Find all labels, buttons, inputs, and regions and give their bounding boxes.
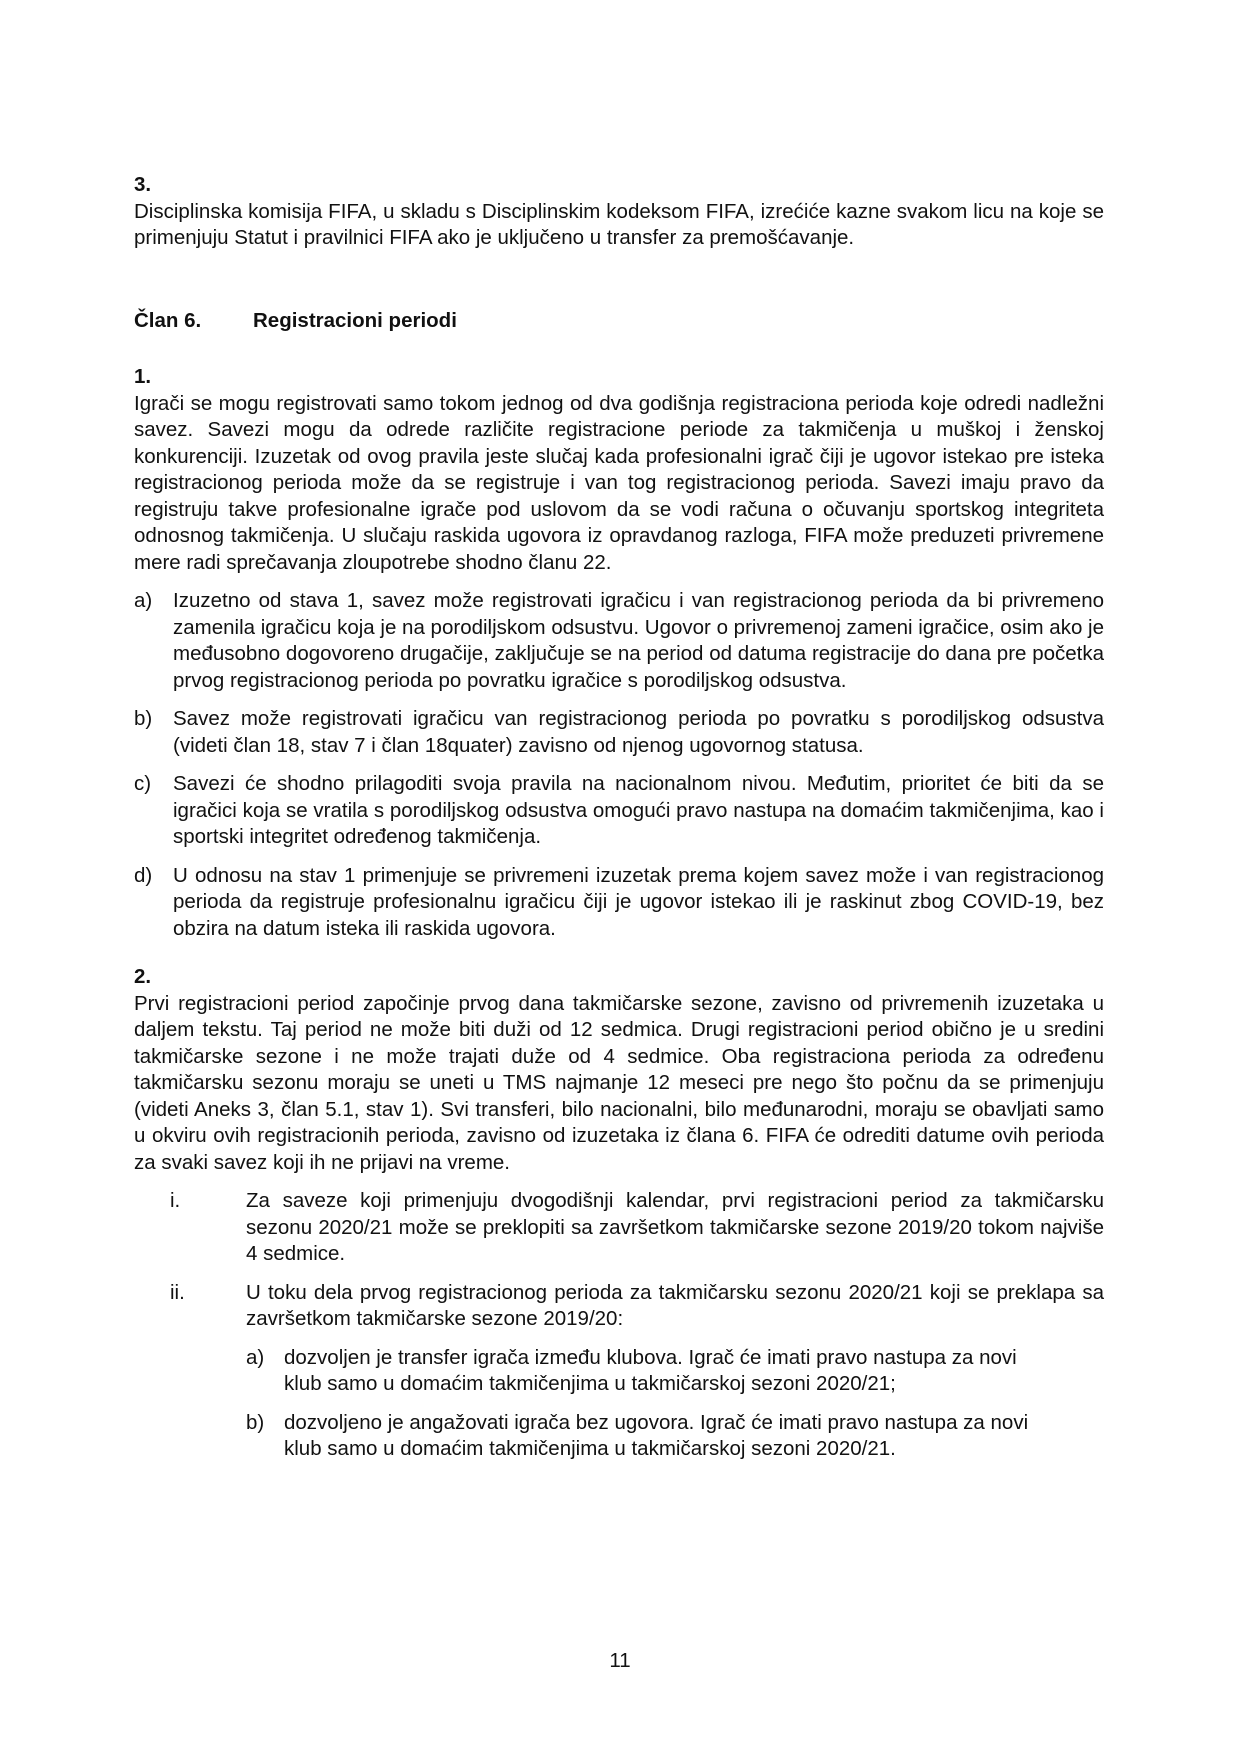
paragraph-1-item-a — [134, 588, 1104, 694]
roman-item-text: Za saveze koji primenjuju dvogodišnji kalendar, prvi registracioni period za takmičarsku sezonu 2020/21 može se preklopiti sa završetkom takmičarske sezone 2019/20 tokom najviše 4 sedmice. — [246, 1189, 1104, 1265]
article-heading — [134, 308, 1104, 335]
section-3 — [134, 172, 1104, 252]
paragraph-2 — [134, 964, 1104, 1463]
article-number: Član 6. — [134, 308, 202, 332]
section-3-text: Disciplinska komisija FIFA, u skladu s Disciplinskim kodeksom FIFA, izrećiće kazne svakom licu na koje se primenjuju Statut i pravilnici FIFA ako je uključeno u transfer za premošćavanje. — [134, 199, 1104, 249]
paragraph-1-item-b — [134, 706, 1104, 759]
list-item-text: Izuzetno od stava 1, savez može registrovati igračicu i van registracionog perioda da bi privremeno zamenila igračicu koja je na porodiljskom odsustvu. Ugovor o privremenoj zameni igračice, osim ako je međusobno dogovoreno drugačije, zaključuje se na period od datuma registracije do dana pre početka prvog registracionog perioda po povratku igračice s porodiljskog odsustva. — [173, 589, 1104, 692]
paragraph-2-item-ii — [170, 1280, 1104, 1333]
paragraph-2-item-ii-b — [246, 1410, 1104, 1463]
list-marker: d) — [134, 863, 153, 887]
list-marker: c) — [134, 772, 152, 795]
list-item-text: dozvoljen je transfer igrača između klubova. Igrač će imati pravo nastupa za novi klub samo u domaćim takmičenjima u takmičarskoj sezoni 2020/21; — [284, 1345, 1017, 1395]
paragraph-2-item-i — [170, 1188, 1104, 1268]
roman-marker: ii. — [170, 1280, 185, 1304]
page-number: 11 — [609, 1649, 631, 1672]
paragraph-1 — [134, 364, 1104, 942]
paragraph-1-number: 1. — [134, 365, 152, 388]
list-marker: b) — [246, 1410, 265, 1434]
list-item-text: U odnosu na stav 1 primenjuje se privremeni izuzetak prema kojem savez može i van registracionog perioda da registruje profesionalnu igračicu čiji je ugovor istekao ili je raskinut zbog COVID-19, bez obzira na datum isteka ili raskida ugovora. — [173, 863, 1104, 940]
paragraph-2-text: Prvi registracioni period započinje prvog dana takmičarske sezone, zavisno od privremenih izuzetaka u daljem tekstu. Taj period ne može biti duži od 12 sedmica. Drugi registracioni period obično je u sredini takmičarske sezone i ne može trajati duže od 4 sedmice. Oba registraciona perioda za određenu takmičarsku sezonu moraju se uneti u TMS najmanje 12 meseci pre nego što počnu da se primenjuju (videti Aneks 3, član 5.1, stav 1). Svi transferi, bilo nacionalni, bilo međunarodni, moraju se obavljati samo u okviru ovih registracionih perioda, zavisno od izuzetaka iz člana 6. FIFA će odrediti datume ovih perioda za svaki savez koji ih ne prijavi na vreme. — [134, 991, 1104, 1174]
document-page — [134, 172, 1104, 1475]
roman-item-text: U toku dela prvog registracionog perioda za takmičarsku sezonu 2020/21 koji se preklapa sa završetkom takmičarske sezone 2019/20: — [246, 1280, 1104, 1330]
list-item-text: dozvoljeno je angažovati igrača bez ugovora. Igrač će imati pravo nastupa za novi klub samo u domaćim takmičenjima u takmičarskoj sezoni 2020/21. — [284, 1410, 1029, 1460]
list-marker: a) — [246, 1345, 265, 1369]
paragraph-2-number: 2. — [134, 965, 152, 988]
article-title: Registracioni periodi — [253, 308, 457, 332]
list-item-text: Savez može registrovati igračicu van registracionog perioda po povratku s porodiljskog odsustva (videti član 18, stav 7 i član 18quater) zavisno od njenog ugovornog statusa. — [173, 707, 1104, 757]
paragraph-1-item-d — [134, 863, 1104, 943]
list-marker: b) — [134, 707, 153, 730]
list-marker: a) — [134, 589, 153, 612]
section-3-number: 3. — [134, 173, 152, 196]
list-item-text: Savezi će shodno prilagoditi svoja pravila na nacionalnom nivou. Međutim, prioritet će biti da se igračici koja se vratila s porodiljskog odsustva omogući pravo nastupa na domaćim takmičenjima, kao i sportski integritet određenog takmičenja. — [173, 772, 1104, 848]
paragraph-1-item-c — [134, 771, 1104, 851]
paragraph-2-item-ii-a — [246, 1345, 1104, 1398]
paragraph-1-text: Igrači se mogu registrovati samo tokom jednog od dva godišnja registraciona perioda koje odredi nadležni savez. Savezi mogu da odrede različite registracione periode za takmičenja u muškoj i ženskoj konkurenciji. Izuzetak od ovog pravila jeste slučaj kada profesionalni igrač čiji je ugovor istekao pre isteka registracionog perioda može da se registruje i van tog registracionog perioda. Savezi imaju pravo da registruju takve profesionalne igrače pod uslovom da se vodi računa o očuvanju sportskog integriteta odnosnog takmičenja. U slučaju raskida ugovora iz opravdanog razloga, FIFA može preduzeti privremene mere radi sprečavanja zloupotrebe shodno članu 22. — [134, 391, 1104, 574]
roman-marker: i. — [170, 1189, 181, 1212]
